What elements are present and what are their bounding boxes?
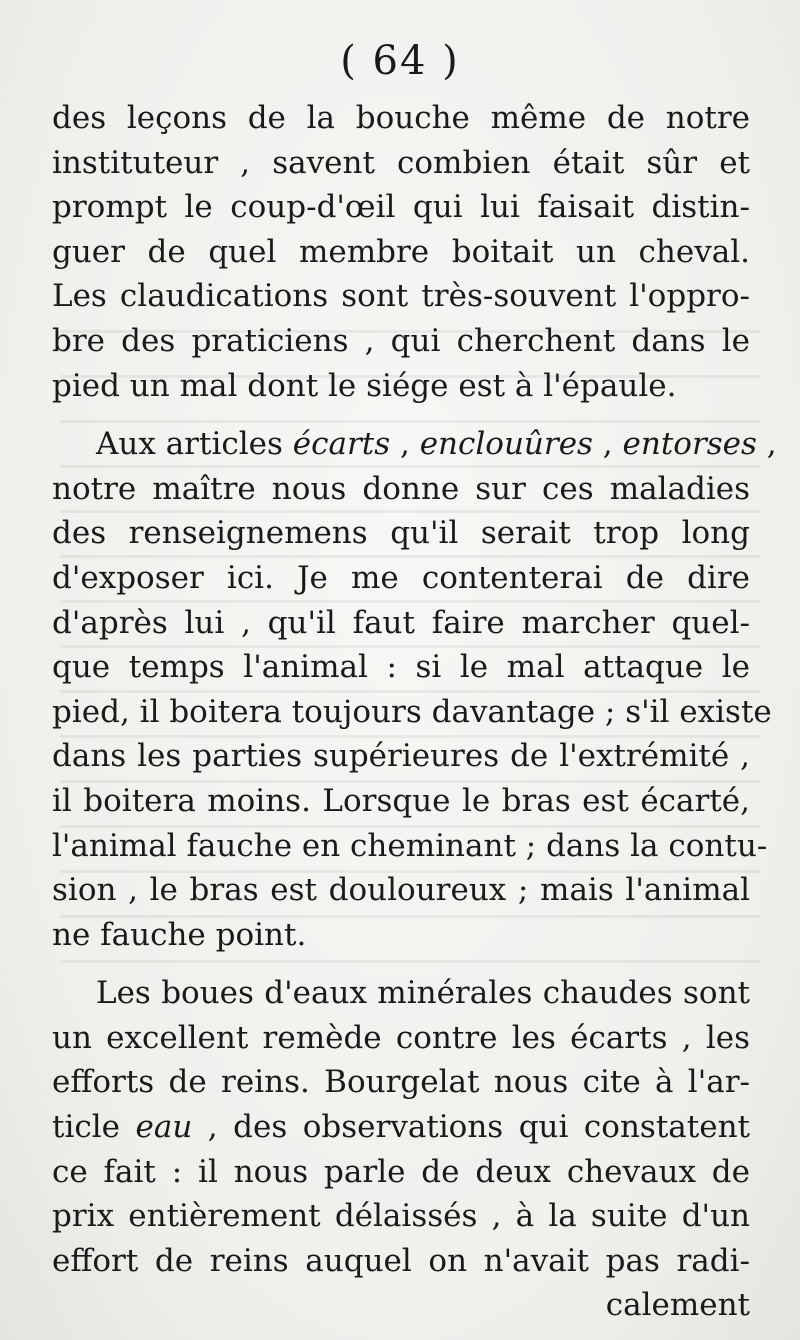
text-line — [52, 422, 777, 467]
italic-term: entorses — [622, 426, 757, 463]
text-line: prompt le coup-d'œil qui lui faisait distin- — [52, 189, 750, 226]
text-line: ce fait : il nous parle de deux chevaux de — [52, 1153, 750, 1190]
text-line: il boitera moins. Lorsque le bras est écarté, — [52, 782, 750, 819]
text-line: instituteur , savent combien était sûr et — [52, 144, 750, 181]
text-line: effort de reins auquel on n'avait pas radi- — [52, 1242, 750, 1279]
text-line: des leçons de la bouche même de notre — [52, 100, 750, 136]
text-line: efforts de reins. Bourgelat nous cite à l'ar- — [52, 1064, 750, 1101]
body-text — [52, 96, 777, 1328]
text-line — [52, 1105, 750, 1150]
text-line: Les claudications sont très-souvent l'oppro- — [52, 278, 750, 315]
text-line: que temps l'animal : si le mal attaque le — [52, 649, 750, 686]
text-segment: , — [390, 426, 420, 463]
text-line: ne fauche point. — [52, 916, 307, 953]
text-line: un excellent remède contre les écarts , les — [52, 1019, 750, 1056]
text-line: prix entièrement délaissés , à la suite d'un — [52, 1198, 750, 1235]
text-line: d'exposer ici. Je me contenterai de dire — [52, 559, 750, 596]
text-line: sion , le bras est douloureux ; mais l'animal — [52, 872, 750, 909]
text-segment: ticle — [52, 1109, 136, 1146]
text-line: d'après lui , qu'il faut faire marcher quel- — [52, 604, 750, 641]
text-line: dans les parties supérieures de l'extrémité , — [52, 738, 750, 775]
text-segment: Aux articles — [96, 426, 293, 463]
text-line: Les boues d'eaux minérales chaudes sont — [96, 975, 750, 1012]
text-line: pied un mal dont le siége est à l'épaule. — [52, 367, 677, 404]
text-line: l'animal fauche en cheminant ; dans la contu- — [52, 827, 768, 864]
text-segment: , — [592, 426, 623, 463]
text-line: notre maître nous donne sur ces maladies — [52, 470, 750, 507]
italic-term: enclouûres — [419, 426, 593, 463]
italic-term: écarts — [292, 426, 391, 463]
page-number: ( 64 ) — [340, 38, 460, 84]
catchword: calement — [605, 1287, 750, 1324]
italic-term: eau — [135, 1109, 193, 1146]
text-line: guer de quel membre boitait un cheval. — [52, 233, 750, 270]
text-line: pied, il boitera toujours davantage ; s'il existe — [52, 693, 772, 730]
text-line: des renseignemens qu'il serait trop long — [52, 515, 750, 552]
text-segment: , — [756, 426, 777, 463]
text-segment: , des observations qui constatent — [192, 1109, 750, 1146]
text-line: bre des praticiens , qui cherchent dans le — [52, 322, 750, 359]
